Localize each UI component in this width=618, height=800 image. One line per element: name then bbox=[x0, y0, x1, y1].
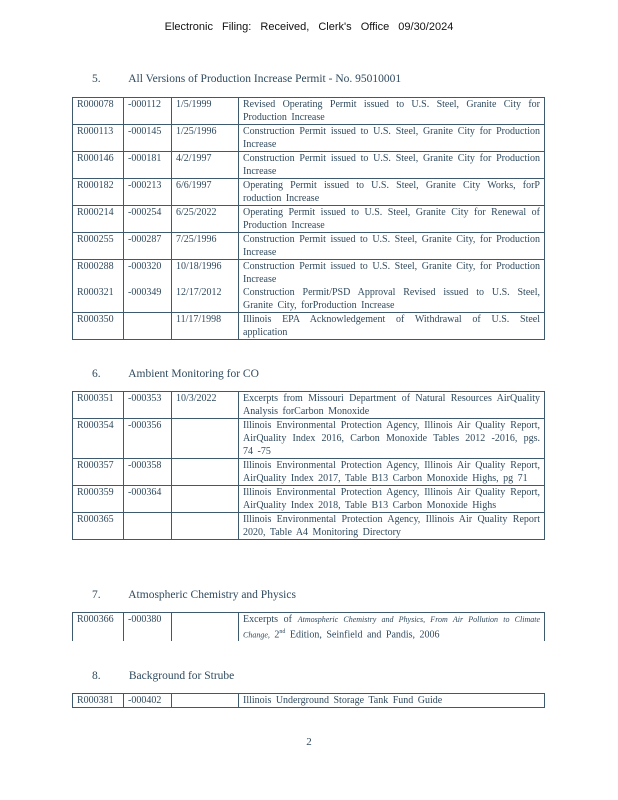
exhibit-date: 11/17/1998 bbox=[172, 313, 239, 340]
table-row bbox=[73, 286, 545, 313]
exhibit-description: Construction Permit issued to U.S. Steel, Granite City for Production Increase bbox=[239, 152, 545, 179]
exhibit-id: R000381 bbox=[73, 694, 124, 708]
exhibit-date: 6/25/2022 bbox=[172, 206, 239, 233]
book-title: Atmospheric Chemistry and Physics, From Air Pollution to Climate Change, bbox=[243, 615, 540, 640]
exhibit-range: -000349 bbox=[124, 286, 172, 313]
section-5-title bbox=[92, 73, 401, 85]
exhibit-range bbox=[124, 513, 172, 540]
exhibit-id: R000359 bbox=[73, 486, 124, 513]
section-number: 7. bbox=[92, 589, 101, 601]
exhibit-date: 10/18/1996 bbox=[172, 260, 239, 287]
exhibit-id: R000182 bbox=[73, 179, 124, 206]
exhibit-description: Illinois Environmental Protection Agency, Illinois Air Quality Report 2020, Table A4 Monitoring Directory bbox=[239, 513, 545, 540]
table-row bbox=[73, 459, 545, 486]
table-row bbox=[73, 179, 545, 206]
exhibit-date: 1/25/1996 bbox=[172, 125, 239, 152]
exhibit-id: R000351 bbox=[73, 392, 124, 419]
section-8-table bbox=[72, 693, 545, 708]
section-6-title bbox=[92, 368, 259, 380]
exhibit-id: R000214 bbox=[73, 206, 124, 233]
exhibit-range: -000358 bbox=[124, 459, 172, 486]
section-number: 6. bbox=[92, 368, 101, 380]
exhibit-description: Illinois Underground Storage Tank Fund Guide bbox=[239, 694, 545, 708]
section-heading: All Versions of Production Increase Permit - No. 95010001 bbox=[128, 73, 402, 85]
exhibit-range bbox=[124, 313, 172, 340]
exhibit-description: Illinois Environmental Protection Agency, Illinois Air Quality Report, AirQuality Index 2018, Table B13 Carbon Monoxide Highs bbox=[239, 486, 545, 513]
exhibit-range: -000145 bbox=[124, 125, 172, 152]
exhibit-description: Construction Permit issued to U.S. Steel, Granite City for Production Increase bbox=[239, 125, 545, 152]
table-row bbox=[73, 98, 545, 125]
exhibit-date: 10/3/2022 bbox=[172, 392, 239, 419]
exhibit-id: R000350 bbox=[73, 313, 124, 340]
table-row bbox=[73, 313, 545, 340]
exhibit-range: -000181 bbox=[124, 152, 172, 179]
section-heading: Atmospheric Chemistry and Physics bbox=[128, 589, 296, 601]
filing-header: Electronic Filing: Received, Clerk's Office 09/30/2024 bbox=[164, 21, 454, 33]
exhibit-date bbox=[172, 513, 239, 540]
table-row bbox=[73, 206, 545, 233]
section-7-title bbox=[92, 589, 296, 601]
exhibit-range: -000254 bbox=[124, 206, 172, 233]
exhibit-description: Operating Permit issued to U.S. Steel, Granite City for Renewal of Production Increase bbox=[239, 206, 545, 233]
exhibit-description: Illinois Environmental Protection Agency, Illinois Air Quality Report, AirQuality Index 2017, Table B13 Carbon Monoxide Highs, pg 71 bbox=[239, 459, 545, 486]
exhibit-description bbox=[239, 613, 545, 642]
section-6-table bbox=[72, 391, 545, 540]
exhibit-date bbox=[172, 419, 239, 459]
exhibit-id: R000354 bbox=[73, 419, 124, 459]
edition-suffix: nd bbox=[279, 629, 286, 635]
exhibit-id: R000146 bbox=[73, 152, 124, 179]
exhibit-description: Illinois Environmental Protection Agency, Illinois Air Quality Report, AirQuality Index 2016, Carbon Monoxide Tables 2012 -2016, pgs. 74 -75 bbox=[239, 419, 545, 459]
exhibit-range: -000353 bbox=[124, 392, 172, 419]
exhibit-id: R000113 bbox=[73, 125, 124, 152]
exhibit-description: Construction Permit/PSD Approval Revised issued to U.S. Steel, Granite City, forProduction Increase bbox=[239, 286, 545, 313]
exhibit-description: Construction Permit issued to U.S. Steel, Granite City, for Production Increase bbox=[239, 233, 545, 260]
description-prefix: Excerpts of bbox=[243, 614, 293, 625]
exhibit-date bbox=[172, 459, 239, 486]
exhibit-id: R000321 bbox=[73, 286, 124, 313]
table-row bbox=[73, 486, 545, 513]
exhibit-id: R000078 bbox=[73, 98, 124, 125]
section-5-table bbox=[72, 97, 545, 340]
exhibit-range: -000364 bbox=[124, 486, 172, 513]
page-number: 2 bbox=[306, 736, 312, 748]
exhibit-date bbox=[172, 613, 239, 642]
exhibit-description: Illinois EPA Acknowledgement of Withdrawal of U.S. Steel application bbox=[239, 313, 545, 340]
exhibit-date: 6/6/1997 bbox=[172, 179, 239, 206]
table-row bbox=[73, 260, 545, 287]
exhibit-range: -000213 bbox=[124, 179, 172, 206]
exhibit-id: R000255 bbox=[73, 233, 124, 260]
exhibit-date bbox=[172, 486, 239, 513]
table-row bbox=[73, 613, 545, 642]
exhibit-date: 7/25/1996 bbox=[172, 233, 239, 260]
exhibit-description: Construction Permit issued to U.S. Steel, Granite City, for Production Increase bbox=[239, 260, 545, 287]
section-number: 8. bbox=[92, 670, 101, 682]
table-row bbox=[73, 233, 545, 260]
exhibit-description: Revised Operating Permit issued to U.S. Steel, Granite City for Production Increase bbox=[239, 98, 545, 125]
table-row bbox=[73, 392, 545, 419]
exhibit-range: -000402 bbox=[124, 694, 172, 708]
exhibit-id: R000366 bbox=[73, 613, 124, 642]
exhibit-id: R000288 bbox=[73, 260, 124, 287]
section-8-title bbox=[92, 670, 234, 682]
exhibit-id: R000365 bbox=[73, 513, 124, 540]
exhibit-range: -000320 bbox=[124, 260, 172, 287]
exhibit-description: Operating Permit issued to U.S. Steel, Granite City Works, forP roduction Increase bbox=[239, 179, 545, 206]
exhibit-description: Excerpts from Missouri Department of Natural Resources AirQuality Analysis forCarbon Monoxide bbox=[239, 392, 545, 419]
exhibit-range: -000380 bbox=[124, 613, 172, 642]
exhibit-range: -000112 bbox=[124, 98, 172, 125]
description-suffix: Edition, Seinfield and Pandis, 2006 bbox=[289, 629, 440, 641]
table-row bbox=[73, 694, 545, 708]
exhibit-date: 12/17/2012 bbox=[172, 286, 239, 313]
exhibit-date: 1/5/1999 bbox=[172, 98, 239, 125]
section-heading: Ambient Monitoring for CO bbox=[128, 368, 259, 380]
table-row bbox=[73, 419, 545, 459]
table-row bbox=[73, 152, 545, 179]
exhibit-date bbox=[172, 694, 239, 708]
section-7-table bbox=[72, 612, 545, 641]
edition-number: 2 bbox=[274, 629, 280, 641]
exhibit-date: 4/2/1997 bbox=[172, 152, 239, 179]
table-row bbox=[73, 125, 545, 152]
exhibit-id: R000357 bbox=[73, 459, 124, 486]
section-number: 5. bbox=[92, 73, 101, 85]
table-row bbox=[73, 513, 545, 540]
exhibit-range: -000356 bbox=[124, 419, 172, 459]
section-heading: Background for Strube bbox=[128, 670, 235, 682]
exhibit-range: -000287 bbox=[124, 233, 172, 260]
